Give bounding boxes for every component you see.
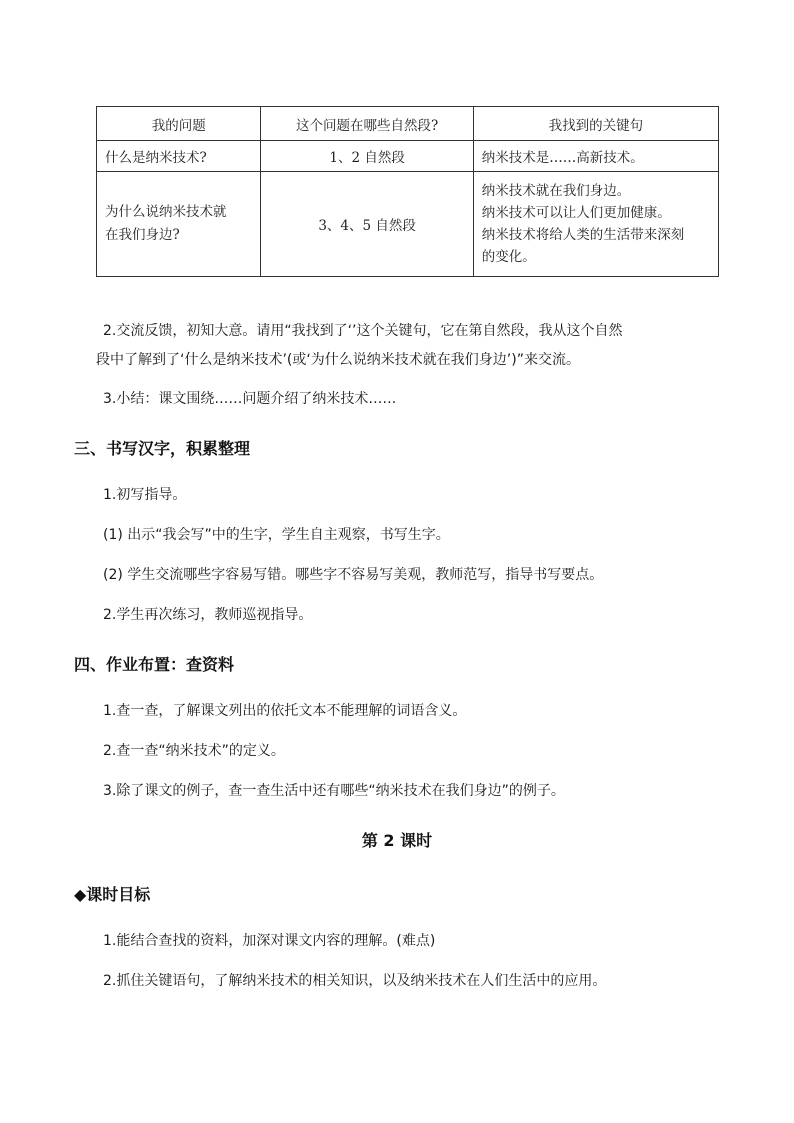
list-item: 1.初写指导。: [103, 487, 187, 503]
table-cell-question: 什么是纳米技术?: [97, 141, 261, 172]
table-row: [97, 172, 719, 277]
goals-heading: ◆课时目标: [74, 885, 151, 904]
list-item: (2) 学生交流哪些字容易写错。哪些字不容易写美观，教师范写，指导书写要点。: [103, 567, 604, 583]
table-row: [97, 141, 719, 172]
list-item: 2.学生再次练习，教师巡视指导。: [103, 607, 313, 623]
key-sentence: 纳米技术将给人类的生活带来深刻: [481, 227, 685, 243]
table-cell-key-sentence: 纳米技术是……高新技术。: [473, 141, 718, 172]
key-sentence: 纳米技术可以让人们更加健康。: [481, 205, 671, 221]
table-cell-key-sentences: [473, 172, 718, 277]
feedback-line-2: 段中了解到了‘什么是纳米技术’(或‘为什么说纳米技术就在我们身边’)”来交流。: [96, 352, 580, 368]
list-item: 3.除了课文的例子，查一查生活中还有哪些“纳米技术在我们身边”的例子。: [103, 783, 565, 799]
lesson-title: 第 2 课时: [361, 831, 433, 850]
question-line: 为什么说纳米技术就: [105, 204, 227, 220]
key-sentence: 的变化。: [481, 249, 536, 265]
list-item: 1.查一查，了解课文列出的依托文本不能理解的词语含义。: [103, 703, 467, 719]
summary-line: 3.小结：课文围绕……问题介绍了纳米技术……: [103, 391, 397, 407]
feedback-line-1: 2.交流反馈，初知大意。请用“我找到了‘’这个关键句，它在第自然段，我从这个自然: [103, 323, 623, 339]
table-cell-question: [97, 172, 261, 277]
table-cell-paragraphs: 1、2 自然段: [261, 141, 473, 172]
table-header-question: 我的问题: [97, 107, 261, 141]
section-3-heading: 三、书写汉字，积累整理: [74, 439, 251, 458]
table-header-paragraphs: 这个问题在哪些自然段?: [261, 107, 473, 141]
list-item: 2.查一查“纳米技术”的定义。: [103, 743, 285, 759]
section-4-heading: 四、作业布置：查资料: [74, 655, 235, 674]
goal-item: 2.抓住关键语句，了解纳米技术的相关知识，以及纳米技术在人们生活中的应用。: [103, 973, 607, 989]
table-header-key-sentences: 我找到的关键句: [473, 107, 718, 141]
key-sentence: 纳米技术就在我们身边。: [481, 183, 631, 199]
table-header-row: [97, 107, 719, 141]
table-cell-paragraphs: 3、4、5 自然段: [261, 172, 473, 277]
goal-item: 1.能结合查找的资料，加深对课文内容的理解。(难点): [103, 933, 436, 949]
question-table: [96, 106, 719, 277]
question-line: 在我们身边?: [105, 227, 180, 243]
list-item: (1) 出示“我会写”中的生字，学生自主观察，书写生字。: [103, 527, 450, 543]
